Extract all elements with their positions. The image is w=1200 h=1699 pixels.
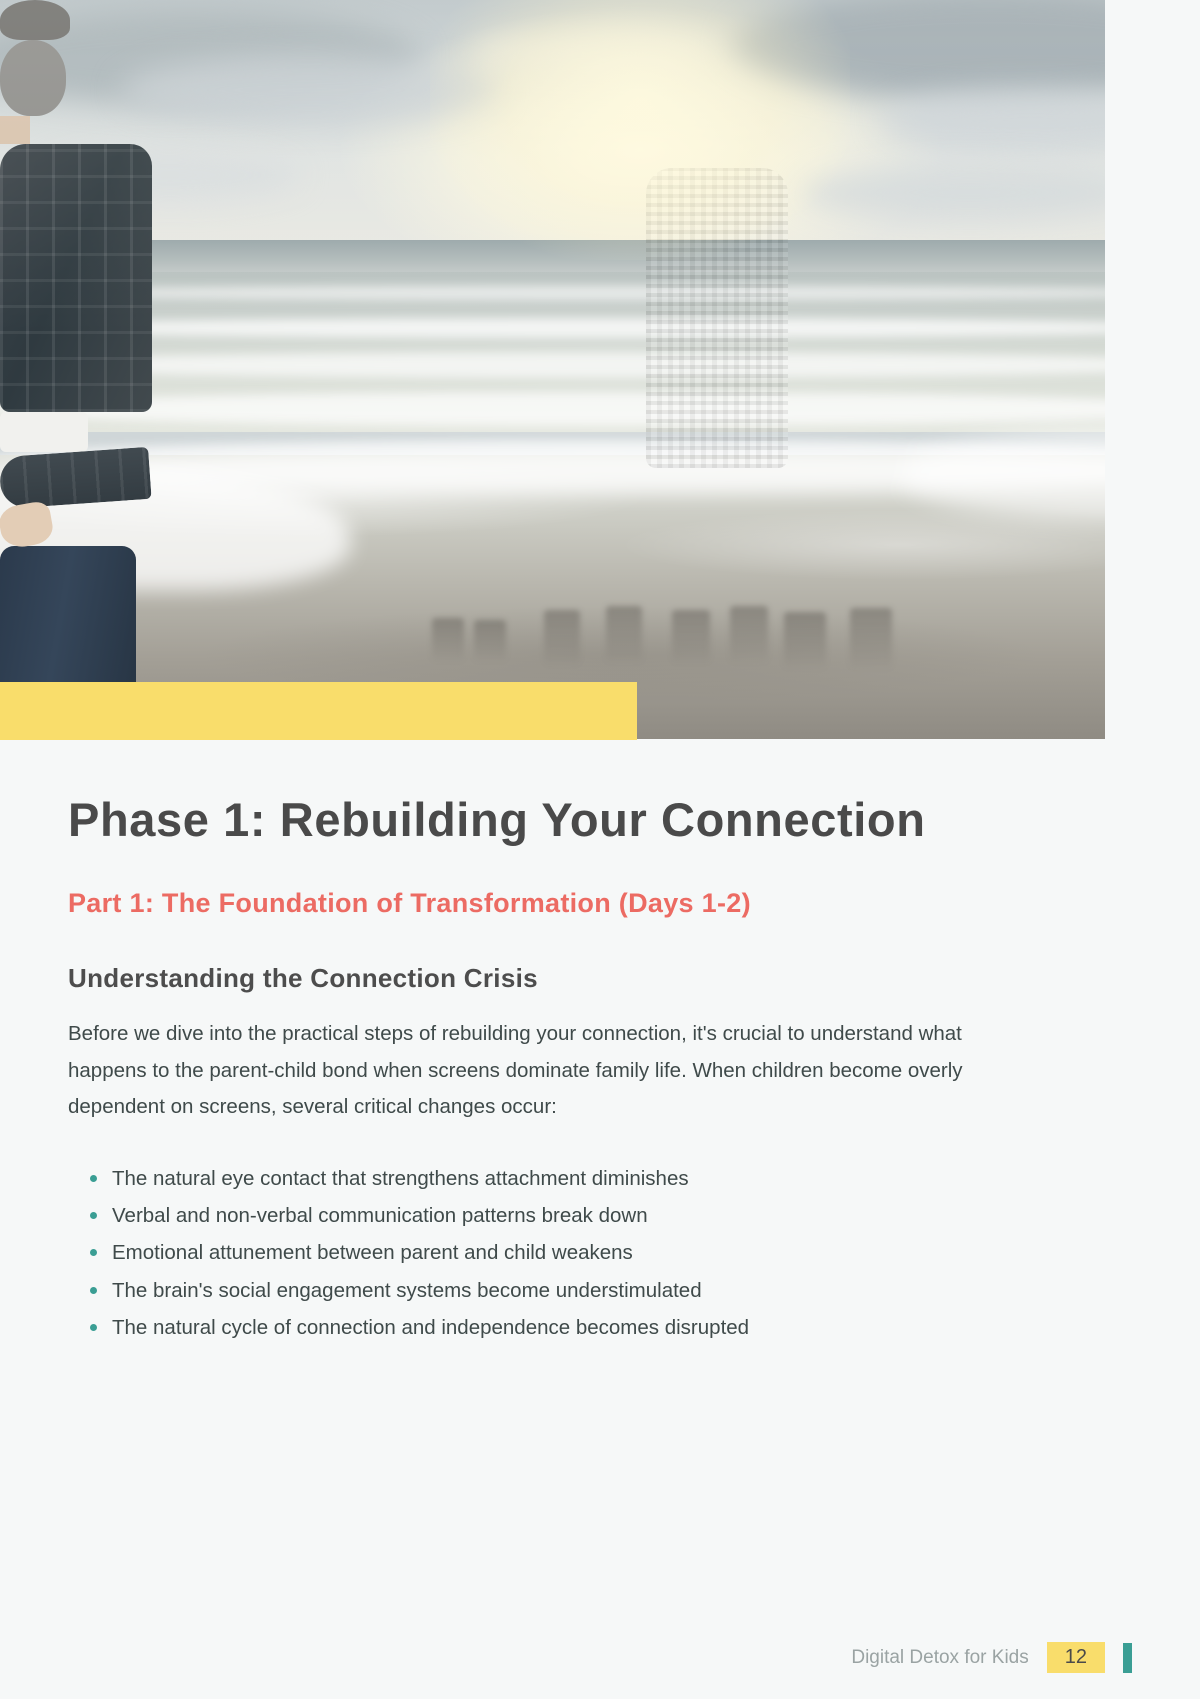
- list-item: The brain's social engagement systems become understimulated: [68, 1272, 1038, 1309]
- list-item: The natural cycle of connection and independence becomes disrupted: [68, 1309, 1038, 1346]
- father-undershirt: [0, 412, 88, 452]
- section-heading: Understanding the Connection Crisis: [68, 963, 538, 994]
- teen-cardigan-texture: [646, 168, 788, 468]
- father-plaid-shirt: [0, 144, 152, 412]
- list-item: Verbal and non-verbal communication patterns break down: [68, 1197, 1038, 1234]
- reflection: [432, 618, 464, 662]
- page-title: Phase 1: Rebuilding Your Connection: [68, 793, 926, 846]
- reflection: [474, 620, 506, 662]
- page-footer: [851, 1642, 1132, 1673]
- hero-image: [0, 0, 1200, 739]
- reflection: [544, 610, 580, 666]
- list-item: Emotional attunement between parent and child weakens: [68, 1234, 1038, 1271]
- bullet-list: [68, 1160, 1038, 1346]
- father-head: [0, 40, 66, 116]
- page-number: 12: [1047, 1642, 1105, 1673]
- list-item: The natural eye contact that strengthens attachment diminishes: [68, 1160, 1038, 1197]
- reflection: [730, 606, 768, 664]
- book-title-label: Digital Detox for Kids: [851, 1646, 1029, 1668]
- yellow-accent-bar: [0, 682, 637, 740]
- father-arm: [0, 447, 152, 509]
- footer-accent-tick: [1123, 1643, 1132, 1673]
- reflection: [784, 612, 826, 670]
- hero-right-margin: [1105, 0, 1200, 739]
- family-group: [0, 0, 1200, 739]
- reflection: [672, 610, 710, 664]
- part-subtitle: Part 1: The Foundation of Transformation (Days 1-2): [68, 888, 751, 919]
- body-paragraph: Before we dive into the practical steps of rebuilding your connection, it's crucial to understand what happens to the parent-child bond when screens dominate family life. When children become overly dependent on screens, several critical changes occur:: [68, 1022, 963, 1119]
- father-hand: [0, 500, 55, 550]
- father-neck: [0, 116, 30, 144]
- father-hair: [0, 0, 70, 40]
- reflection: [850, 608, 892, 670]
- page-content: [68, 790, 1038, 1346]
- reflection: [606, 606, 642, 664]
